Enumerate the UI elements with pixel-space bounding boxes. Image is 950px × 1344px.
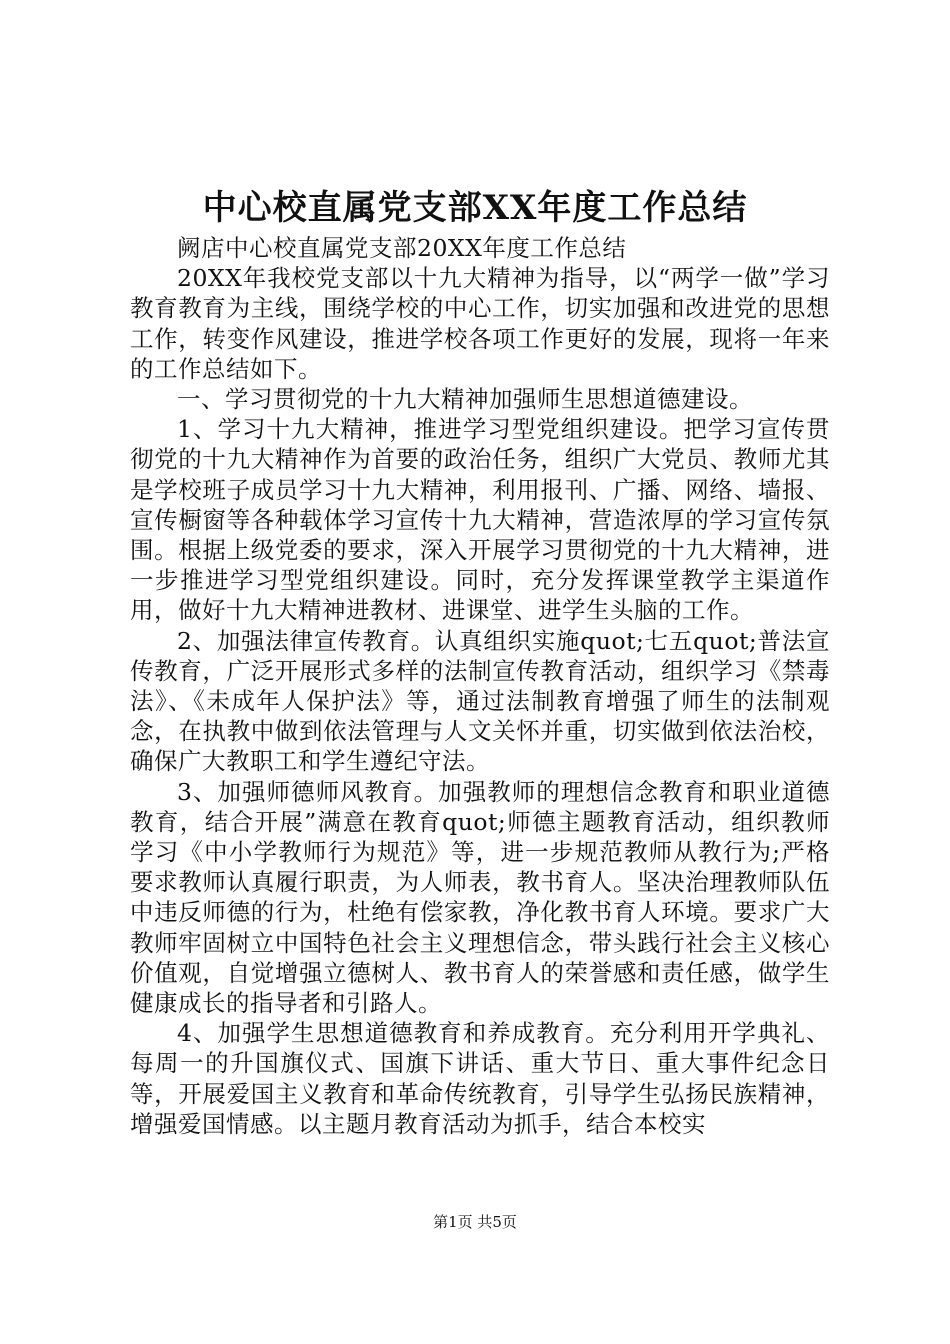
item-paragraph-3: 3、加强师德师风教育。加强教师的理想信念教育和职业道德教育，结合开展”满意在教育quot;师德主题教育活动，组织教师学习《中小学教师行为规范》等，进一步规范教师从教行为;严格要求教师认真履行职责，为人师表，教书育人。坚决治理教师队伍中违反师德的行为，杜绝有偿家教，净化教书育人环境。要求广大教师牢固树立中国特色社会主义理想信念，带头践行社会主义核心价值观，自觉增强立德树人、教书育人的荣誉感和责任感，做学生健康成长的指导者和引路人。 bbox=[130, 777, 830, 1018]
document-body bbox=[130, 233, 830, 1139]
item-paragraph-2: 2、加强法律宣传教育。认真组织实施quot;七五quot;普法宣传教育，广泛开展形式多样的法制宣传教育活动，组织学习《禁毒法》、《未成年人保护法》等，通过法制教育增强了师生的法制观念，在执教中做到依法管理与人文关怀并重，切实做到依法治校，确保广大教职工和学生遵纪守法。 bbox=[130, 626, 830, 776]
page-footer: 第1页 共5页 bbox=[433, 1213, 517, 1231]
intro-paragraph: 20XX年我校党支部以十九大精神为指导，以“两学一做”学习教育教育为主线，围绕学校的中心工作，切实加强和改进党的思想工作，转变作风建设，推进学校各项工作更好的发展，现将一年来的工作总结如下。 bbox=[130, 264, 830, 383]
item-paragraph-4: 4、加强学生思想道德教育和养成教育。充分利用开学典礼、每周一的升国旗仪式、国旗下讲话、重大节日、重大事件纪念日等，开展爱国主义教育和革命传统教育，引导学生弘扬民族精神，增强爱国情感。以主题月教育活动为抓手，结合本校实 bbox=[130, 1019, 830, 1138]
item-paragraph-1: 1、学习十九大精神，推进学习型党组织建设。把学习宣传贯彻党的十九大精神作为首要的政治任务，组织广大党员、教师尤其是学校班子成员学习十九大精神，利用报刊、广播、网络、墙报、宣传橱窗等各种载体学习宣传十九大精神，营造浓厚的学习宣传氛围。根据上级党委的要求，深入开展学习贯彻党的十九大精神，进一步推进学习型党组织建设。同时，充分发挥课堂教学主渠道作用，做好十九大精神进教材、进课堂、进学生头脑的工作。 bbox=[130, 415, 830, 625]
document-title: 中心校直属党支部XX年度工作总结 bbox=[202, 188, 748, 228]
section-heading: 一、学习贯彻党的十九大精神加强师生思想道德建设。 bbox=[177, 385, 753, 414]
subtitle-paragraph: 阙店中心校直属党支部20XX年度工作总结 bbox=[177, 234, 627, 262]
